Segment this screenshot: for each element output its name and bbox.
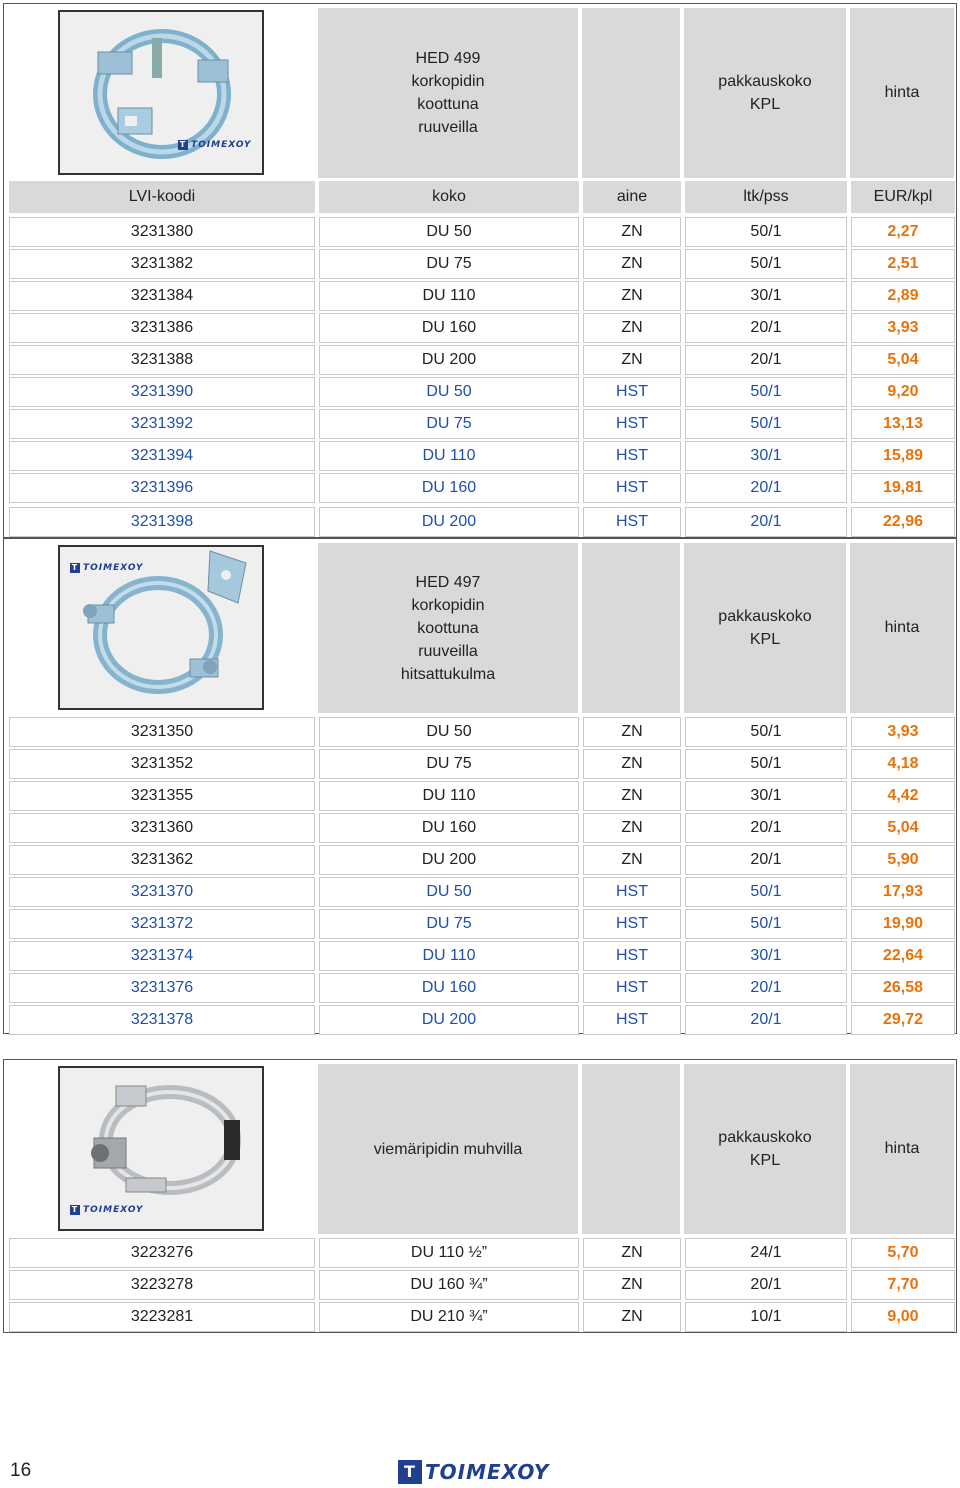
- row-code: 3231386: [9, 313, 315, 343]
- row-price: 9,20: [851, 377, 955, 407]
- row-size: DU 200: [319, 507, 579, 537]
- row-size: DU 160 ¾”: [319, 1270, 579, 1300]
- material-header-blank: [582, 8, 680, 178]
- row-size: DU 50: [319, 877, 579, 907]
- row-size: DU 110: [319, 441, 579, 471]
- row-size: DU 200: [319, 845, 579, 875]
- row-size: DU 75: [319, 409, 579, 439]
- row-code: 3231384: [9, 281, 315, 311]
- row-material: HST: [583, 473, 681, 503]
- row-material: ZN: [583, 781, 681, 811]
- row-pack: 50/1: [685, 217, 847, 247]
- product-section-hed-499: [3, 3, 957, 538]
- row-code: 3231398: [9, 507, 315, 537]
- col-material-header: aine: [583, 181, 681, 213]
- row-code: 3231390: [9, 377, 315, 407]
- col-code-header: LVI-koodi: [9, 181, 315, 213]
- row-code: 3231350: [9, 717, 315, 747]
- col-price-header: EUR/kpl: [851, 181, 955, 213]
- row-pack: 50/1: [685, 749, 847, 779]
- row-pack: 30/1: [685, 281, 847, 311]
- row-material: HST: [583, 909, 681, 939]
- product-title: HED 497 korkopidin koottuna ruuveilla hitsattukulma: [318, 543, 578, 713]
- row-code: 3231392: [9, 409, 315, 439]
- row-pack: 50/1: [685, 249, 847, 279]
- row-material: ZN: [583, 345, 681, 375]
- row-material: HST: [583, 1005, 681, 1035]
- row-price: 22,96: [851, 507, 955, 537]
- brand-logo: T TOIMEXOY: [179, 140, 252, 150]
- material-header-blank: [582, 543, 680, 713]
- row-pack: 24/1: [685, 1238, 847, 1268]
- row-price: 4,18: [851, 749, 955, 779]
- row-material: ZN: [583, 813, 681, 843]
- row-price: 5,04: [851, 813, 955, 843]
- row-code: 3231396: [9, 473, 315, 503]
- row-pack: 50/1: [685, 909, 847, 939]
- row-code: 3231362: [9, 845, 315, 875]
- page-number: 16: [10, 1460, 32, 1481]
- row-size: DU 75: [319, 909, 579, 939]
- row-code: 3231388: [9, 345, 315, 375]
- row-material: HST: [583, 409, 681, 439]
- price-header: hinta: [850, 8, 954, 178]
- row-price: 13,13: [851, 409, 955, 439]
- row-material: HST: [583, 507, 681, 537]
- row-material: ZN: [583, 749, 681, 779]
- product-title: HED 499 korkopidin koottuna ruuveilla: [318, 8, 578, 178]
- row-price: 3,93: [851, 313, 955, 343]
- product-title: viemäripidin muhvilla: [318, 1064, 578, 1234]
- row-size: DU 50: [319, 377, 579, 407]
- row-pack: 30/1: [685, 781, 847, 811]
- footer-brand-logo: T TOIMEXOY: [398, 1460, 549, 1484]
- row-code: 3231376: [9, 973, 315, 1003]
- row-size: DU 110 ½”: [319, 1238, 579, 1268]
- row-price: 19,90: [851, 909, 955, 939]
- row-size: DU 110: [319, 781, 579, 811]
- row-material: ZN: [583, 249, 681, 279]
- row-size: DU 75: [319, 249, 579, 279]
- row-material: HST: [583, 877, 681, 907]
- row-pack: 30/1: [685, 941, 847, 971]
- row-size: DU 200: [319, 345, 579, 375]
- row-code: 3231382: [9, 249, 315, 279]
- row-size: DU 200: [319, 1005, 579, 1035]
- row-size: DU 110: [319, 941, 579, 971]
- row-size: DU 160: [319, 473, 579, 503]
- row-material: HST: [583, 377, 681, 407]
- row-material: ZN: [583, 845, 681, 875]
- pack-size-header: pakkauskoko KPL: [684, 8, 846, 178]
- row-size: DU 50: [319, 717, 579, 747]
- row-pack: 20/1: [685, 1270, 847, 1300]
- row-size: DU 160: [319, 973, 579, 1003]
- row-price: 5,04: [851, 345, 955, 375]
- row-price: 2,89: [851, 281, 955, 311]
- row-price: 17,93: [851, 877, 955, 907]
- row-pack: 30/1: [685, 441, 847, 471]
- row-size: DU 160: [319, 313, 579, 343]
- row-pack: 20/1: [685, 845, 847, 875]
- row-price: 5,90: [851, 845, 955, 875]
- row-price: 19,81: [851, 473, 955, 503]
- row-size: DU 110: [319, 281, 579, 311]
- row-material: ZN: [583, 717, 681, 747]
- col-pack-header: ltk/pss: [685, 181, 847, 213]
- brand-logo: T TOIMEXOY: [71, 1205, 144, 1215]
- row-price: 29,72: [851, 1005, 955, 1035]
- row-price: 2,51: [851, 249, 955, 279]
- col-size-header: koko: [319, 181, 579, 213]
- row-code: 3231380: [9, 217, 315, 247]
- row-size: DU 50: [319, 217, 579, 247]
- row-price: 2,27: [851, 217, 955, 247]
- row-code: 3231360: [9, 813, 315, 843]
- row-material: HST: [583, 973, 681, 1003]
- row-code: 3231352: [9, 749, 315, 779]
- row-pack: 20/1: [685, 1005, 847, 1035]
- row-pack: 20/1: [685, 507, 847, 537]
- row-code: 3231374: [9, 941, 315, 971]
- row-size: DU 75: [319, 749, 579, 779]
- row-size: DU 160: [319, 813, 579, 843]
- row-material: HST: [583, 941, 681, 971]
- row-pack: 50/1: [685, 717, 847, 747]
- product-photo: [58, 10, 264, 175]
- product-section-hed-497: [3, 538, 957, 1034]
- row-pack: 50/1: [685, 377, 847, 407]
- row-pack: 20/1: [685, 973, 847, 1003]
- material-header-blank: [582, 1064, 680, 1234]
- row-code: 3231370: [9, 877, 315, 907]
- row-material: ZN: [583, 1238, 681, 1268]
- product-photo: [58, 1066, 264, 1231]
- row-code: 3231378: [9, 1005, 315, 1035]
- row-material: ZN: [583, 217, 681, 247]
- row-material: HST: [583, 441, 681, 471]
- row-pack: 20/1: [685, 473, 847, 503]
- product-photo: [58, 545, 264, 710]
- pack-size-header: pakkauskoko KPL: [684, 1064, 846, 1234]
- row-code: 3231355: [9, 781, 315, 811]
- row-price: 15,89: [851, 441, 955, 471]
- price-header: hinta: [850, 543, 954, 713]
- row-price: 7,70: [851, 1270, 955, 1300]
- row-pack: 10/1: [685, 1302, 847, 1332]
- row-material: ZN: [583, 1302, 681, 1332]
- row-pack: 20/1: [685, 345, 847, 375]
- row-code: 3223278: [9, 1270, 315, 1300]
- row-code: 3223276: [9, 1238, 315, 1268]
- row-material: ZN: [583, 1270, 681, 1300]
- row-price: 26,58: [851, 973, 955, 1003]
- row-price: 3,93: [851, 717, 955, 747]
- brand-logo: T TOIMEXOY: [71, 563, 144, 573]
- pack-size-header: pakkauskoko KPL: [684, 543, 846, 713]
- product-section-viemaripidin: [3, 1059, 957, 1333]
- row-size: DU 210 ¾”: [319, 1302, 579, 1332]
- row-code: 3223281: [9, 1302, 315, 1332]
- row-price: 5,70: [851, 1238, 955, 1268]
- price-header: hinta: [850, 1064, 954, 1234]
- logo-mark-icon: T: [398, 1460, 422, 1484]
- row-price: 9,00: [851, 1302, 955, 1332]
- row-material: ZN: [583, 281, 681, 311]
- row-code: 3231372: [9, 909, 315, 939]
- row-pack: 20/1: [685, 813, 847, 843]
- row-code: 3231394: [9, 441, 315, 471]
- row-price: 22,64: [851, 941, 955, 971]
- row-material: ZN: [583, 313, 681, 343]
- row-price: 4,42: [851, 781, 955, 811]
- row-pack: 50/1: [685, 877, 847, 907]
- row-pack: 20/1: [685, 313, 847, 343]
- row-pack: 50/1: [685, 409, 847, 439]
